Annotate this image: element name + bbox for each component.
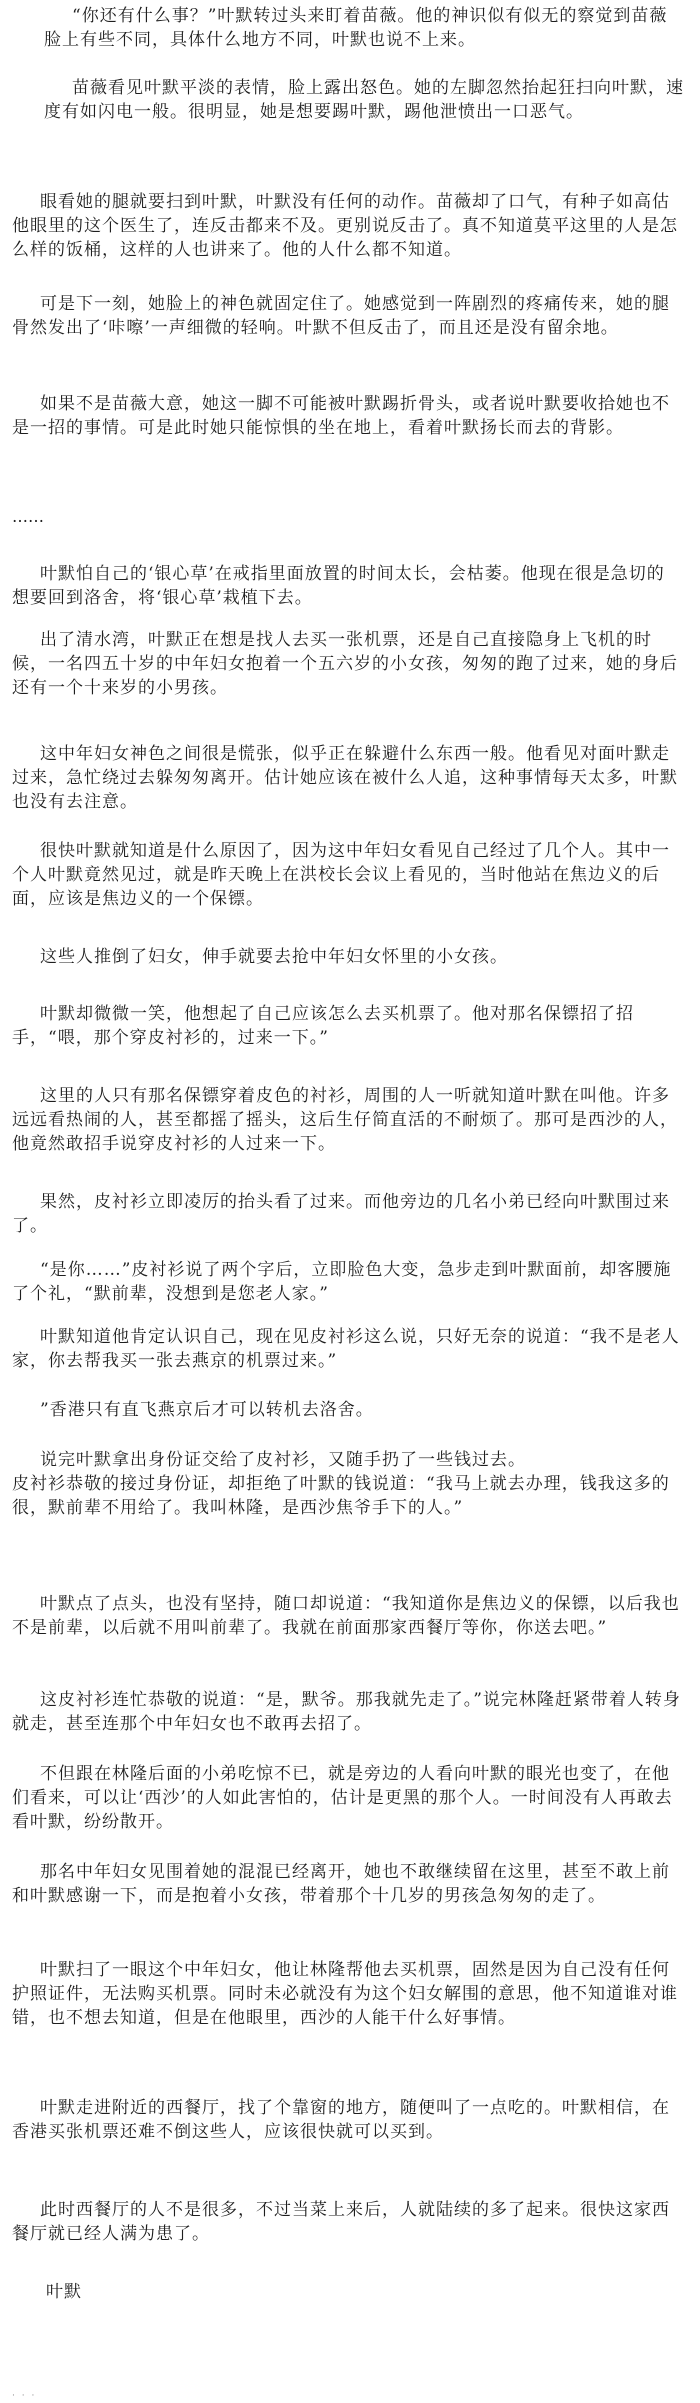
paragraph: 叶默却微微一笑，他想起了自己应该怎么去买机票了。他对那名保镖招了招手，“喂，那个穿皮衬衫的，过来一下。” [12, 1004, 634, 1048]
paragraph: ”香港只有直飞燕京后才可以转机去洛舍。 [40, 1400, 374, 1420]
paragraph: 此时西餐厅的人不是很多，不过当菜上来后，人就陆续的多了起来。很快这家西餐厅就已经人满为患了。 [12, 2200, 670, 2244]
paragraph: 苗薇看见叶默平淡的表情，脸上露出怒色。她的左脚忽然抬起狂扫向叶默，速度有如闪电一般。很明显，她是想要踢叶默，踢他泄愤出一口恶气。 [44, 78, 684, 122]
paragraph: 叶默怕自己的‘银心草’在戒指里面放置的时间太长，会枯萎。他现在很是急切的想要回到洛舍，将‘银心草’栽植下去。 [12, 564, 665, 608]
paragraph: 很快叶默就知道是什么原因了，因为这中年妇女看见自己经过了几个人。其中一个人叶默竟然见过，就是昨天晚上在洪校长会议上看见的，当时他站在焦边义的后面，应该是焦边义的一个保镖。 [12, 841, 670, 909]
closing-name: 叶默 [46, 2282, 82, 2302]
paragraph: 眼看她的腿就要扫到叶默，叶默没有任何的动作。苗薇却了口气，有种子如高估他眼里的这个医生了，连反击都来不及。更别说反击了。真不知道莫平这里的人是怎么样的饭桶，这样的人也讲来了。他的人什么都不知道。 [12, 192, 678, 260]
paragraph: 说完叶默拿出身份证交给了皮衬衫，又随手扔了一些钱过去。 皮衬衫恭敬的接过身份证，却拒绝了叶默的钱说道：“我马上就去办理，钱我这多的很，默前辈不用给了。我叫林隆，是西沙焦爷手下的人。” [12, 1450, 670, 1518]
paragraph: 这里的人只有那名保镖穿着皮色的衬衫，周围的人一听就知道叶默在叫他。许多远远看热闹的人，甚至都摇了摇头，这后生仔简直活的不耐烦了。那可是西沙的人，他竟然敢招手说穿皮衬衫的人过来一下。 [12, 1086, 678, 1154]
paragraph: 这些人推倒了妇女，伸手就要去抢中年妇女怀里的小女孩。 [40, 947, 508, 967]
paragraph: 叶默走进附近的西餐厅，找了个靠窗的地方，随便叫了一点吃的。叶默相信，在香港买张机票还难不倒这些人，应该很快就可以买到。 [12, 2098, 670, 2142]
paragraph: 如果不是苗薇大意，她这一脚不可能被叶默踢折骨头，或者说叶默要收拾她也不是一招的事情。可是此时她只能惊惧的坐在地上，看着叶默扬长而去的背影。 [12, 394, 670, 438]
paragraph: 可是下一刻，她脸上的神色就固定住了。她感觉到一阵剧烈的疼痛传来，她的腿骨然发出了‘咔嚓’一声细微的轻响。叶默不但反击了，而且还是没有留余地。 [12, 294, 670, 338]
paragraph: 这皮衬衫连忙恭敬的说道：“是，默爷。那我就先走了。”说完林隆赶紧带着人转身就走，甚至连那个中年妇女也不敢再去招了。 [12, 1690, 681, 1734]
paragraph: “是你……”皮衬衫说了两个字后，立即脸色大变，急步走到叶默面前，却客腰施了个礼，“默前辈，没想到是您老人家。” [12, 1260, 672, 1304]
paragraph: “你还有什么事？”叶默转过头来盯着苗薇。他的神识似有似无的察觉到苗薇脸上有些不同，具体什么地方不同，叶默也说不上来。 [44, 6, 668, 50]
paragraph: 这中年妇女神色之间很是慌张，似乎正在躲避什么东西一般。他看见对面叶默走过来，急忙绕过去躲匆匆离开。估计她应该在被什么人追，这种事情每天太多，叶默也没有去注意。 [12, 744, 678, 812]
section-separator: …… [12, 507, 44, 526]
paragraph: 出了清水湾，叶默正在想是找人去买一张机票，还是自己直接隐身上飞机的时候，一名四五十岁的中年妇女抱着一个五六岁的小女孩，匆匆的跑了过来，她的身后还有一个十来岁的小男孩。 [12, 630, 678, 698]
paragraph: 叶默点了点头，也没有坚持，随口却说道：“我知道你是焦边义的保镖，以后我也不是前辈，以后就不用叫前辈了。我就在前面那家西餐厅等你，你送去吧。” [12, 1594, 680, 1638]
paragraph: 果然，皮衬衫立即凌厉的抬头看了过来。而他旁边的几名小弟已经向叶默围过来了。 [12, 1192, 670, 1236]
page-corner-mark: · · · [12, 2391, 37, 2401]
paragraph: 叶默扫了一眼这个中年妇女，他让林隆帮他去买机票，固然是因为自己没有任何护照证件，无法购买机票。同时未必就没有为这个妇女解围的意思，他不知道谁对谁错，也不想去知道，但是在他眼里，西沙的人能干什么好事情。 [12, 1960, 678, 2028]
paragraph: 叶默知道他肯定认识自己，现在见皮衬衫这么说，只好无奈的说道：“我不是老人家，你去帮我买一张去燕京的机票过来。” [12, 1327, 680, 1371]
paragraph: 不但跟在林隆后面的小弟吃惊不已，就是旁边的人看向叶默的眼光也变了，在他们看来，可以让‘西沙’的人如此害怕的，估计是更黑的那个人。一时间没有人再敢去看叶默，纷纷散开。 [12, 1764, 673, 1832]
paragraph: 那名中年妇女见围着她的混混已经离开，她也不敢继续留在这里，甚至不敢上前和叶默感谢一下，而是抱着小女孩，带着那个十几岁的男孩急匆匆的走了。 [12, 1862, 670, 1906]
